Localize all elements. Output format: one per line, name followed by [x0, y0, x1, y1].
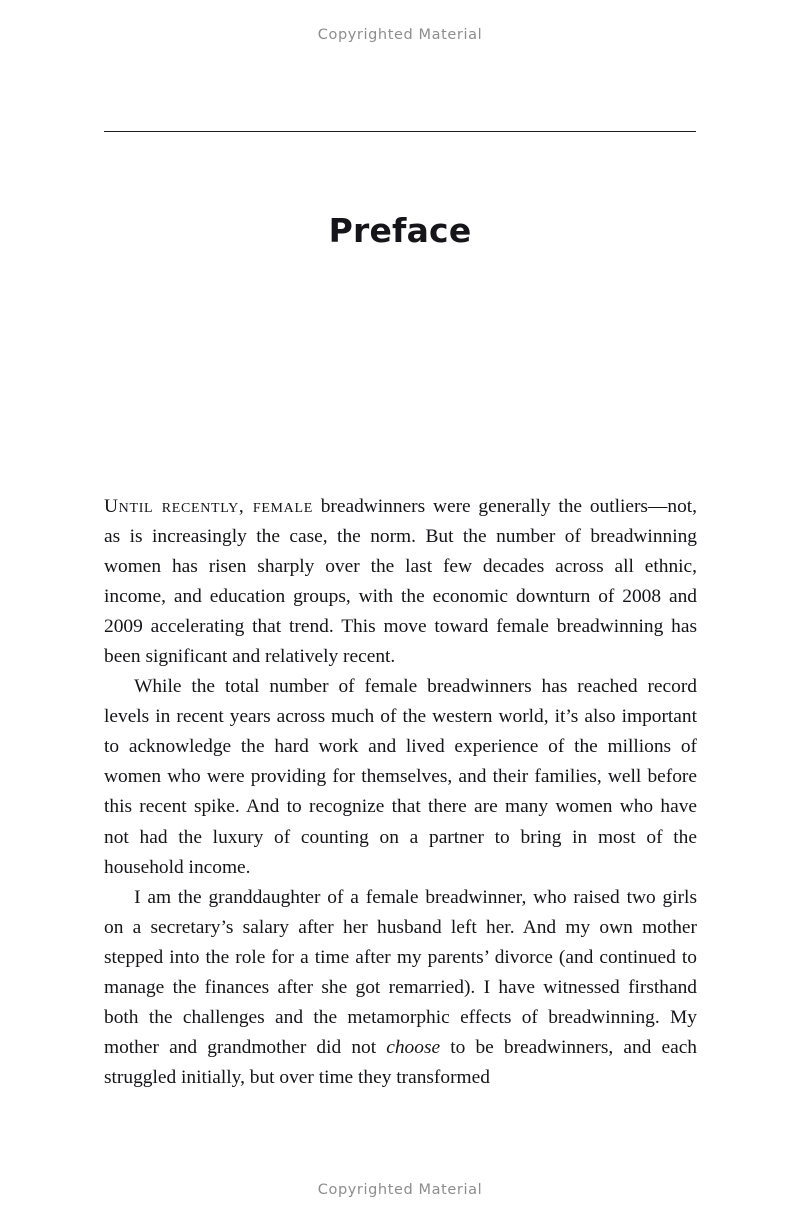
copyright-watermark-top: Copyrighted Material [317, 27, 483, 43]
copyright-watermark-bottom: Copyrighted Material [317, 1182, 483, 1198]
paragraph-2-text: While the total number of female breadwinners has reached record levels in recent years across much of the western world, it’s also important to acknowledge the hard work and lived experience of the millions of women who were providing for themselves, and their families, well before this recent spike. And to recognize that there are many women who have not had the luxury of counting on a partner to bring in most of the household income. [104, 676, 697, 878]
body-text-block [104, 492, 697, 1093]
paragraph-3 [104, 883, 697, 1093]
paragraph-1-text: breadwinners were generally the outliers—not, as is increasingly the case, the norm. But the number of breadwinning women has risen sharply over the last few decades across all ethnic, income, and education groups, with the economic downturn of 2008 and 2009 accelerating that trend. This move toward female breadwinning has been significant and relatively recent. [104, 496, 697, 668]
paragraph-2 [104, 672, 697, 882]
paragraph-3-text-before-emphasis: I am the granddaughter of a female breadwinner, who raised two girls on a secretary’s salary after her husband left her. And my own mother stepped into the role for a time after my parents’ divorce (and continued to manage the finances after she got remarried). I have witnessed firsthand both the challenges and the metamorphic effects of breadwinning. My mother and grandmother did not [104, 886, 697, 1058]
opening-small-caps: Until recently, female [104, 496, 313, 517]
page-title: Preface [328, 211, 472, 251]
paragraph-1 [104, 492, 697, 672]
chapter-divider-rule [104, 131, 696, 132]
paragraph-3-text-after-emphasis: to be breadwinners, and each struggled initially, but over time they transformed [104, 1036, 697, 1088]
emphasized-word: choose [386, 1036, 441, 1058]
